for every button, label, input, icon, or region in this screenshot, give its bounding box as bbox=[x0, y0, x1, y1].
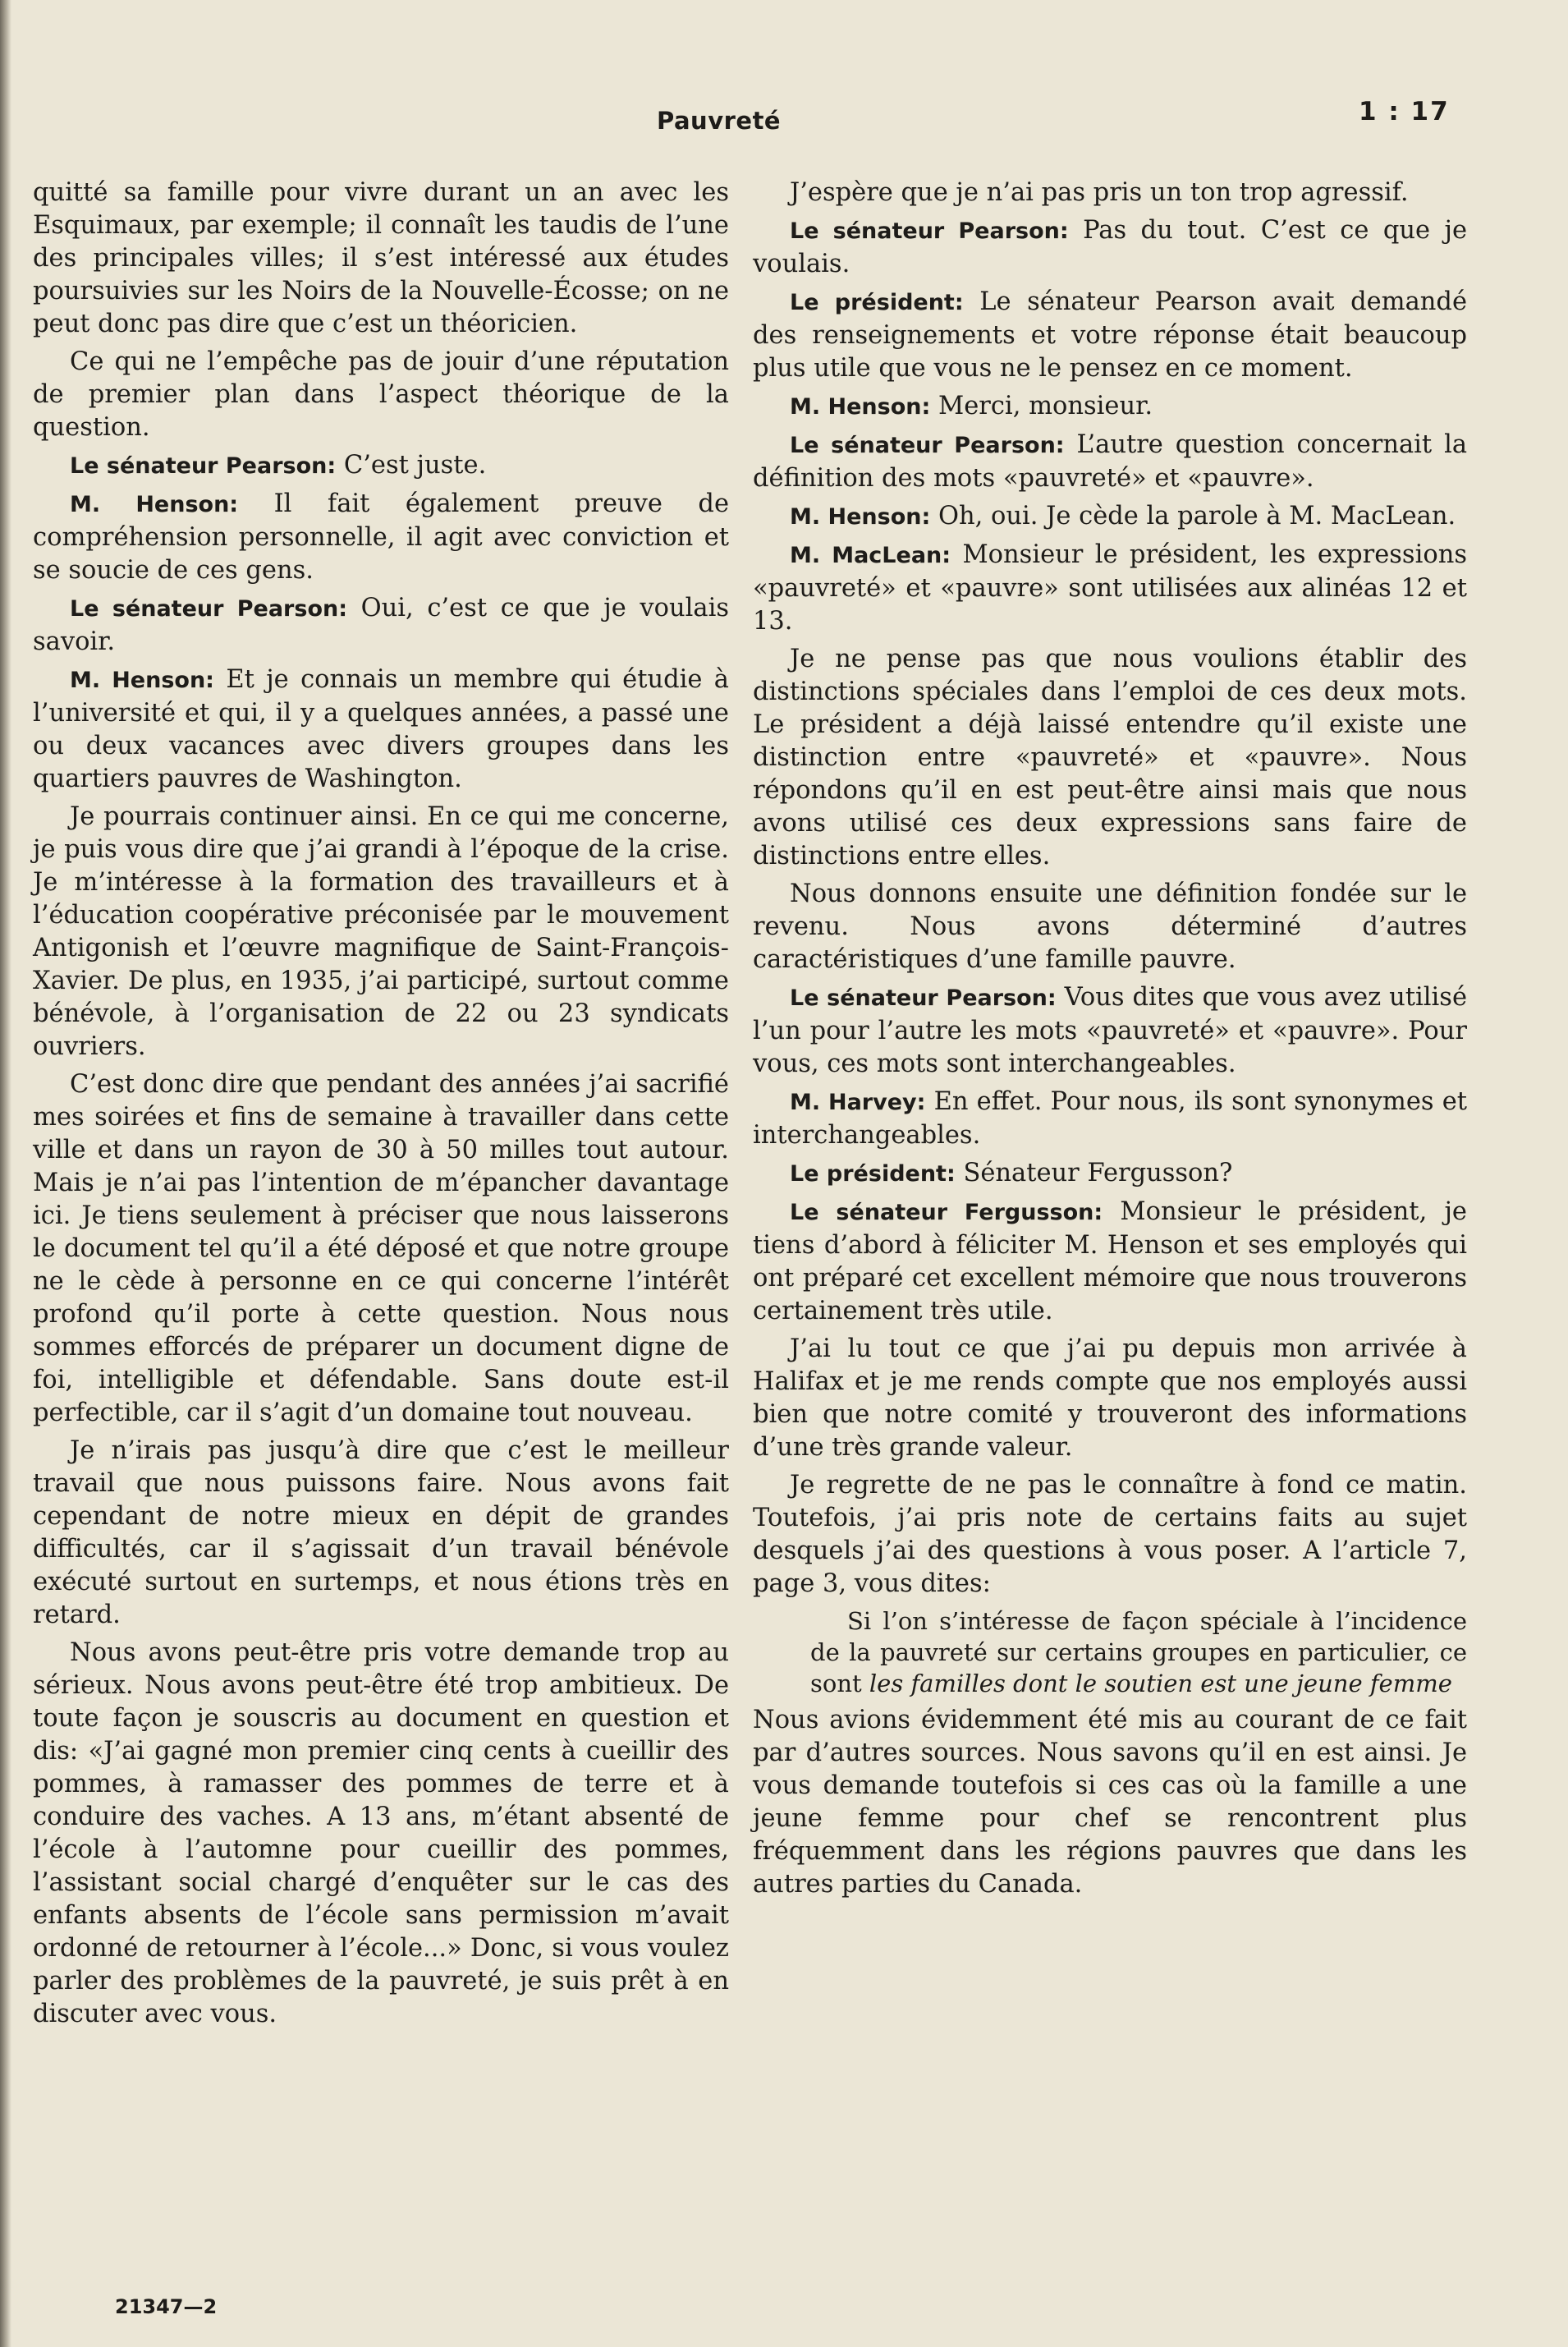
speech-paragraph bbox=[753, 214, 1467, 281]
paragraph: Ce qui ne l’empêche pas de jouir d’une réputation de premier plan dans l’aspect théorique de la question. bbox=[33, 347, 729, 442]
paragraph: J’espère que je n’ai pas pris un ton trop agressif. bbox=[790, 178, 1409, 207]
paragraph: Je n’irais pas jusqu’à dire que c’est le meilleur travail que nous puissons faire. Nous avons fait cependant de notre mieux en dépit de grandes difficultés, car il s’agissait d’un travail bénévole exécuté surtout en surtemps, et nous étions très en retard. bbox=[33, 1436, 729, 1629]
speech-paragraph bbox=[753, 286, 1467, 385]
right-column bbox=[753, 177, 1467, 1906]
speech-text: Oh, oui. Je cède la parole à M. MacLean. bbox=[930, 502, 1456, 530]
paragraph: Je regrette de ne pas le connaître à fond ce matin. Toutefois, j’ai pris note de certains faits au sujet desquels j’ai des questions à vous poser. A l’article 7, page 3, vous dites: bbox=[753, 1471, 1467, 1598]
speech-text: L’autre question concernait la définition des mots «pauvreté» et «pauvre». bbox=[753, 430, 1468, 493]
speaker-name: M. Henson: bbox=[70, 492, 239, 517]
speaker-name: M. Henson: bbox=[790, 394, 931, 420]
speech-text: Il fait également preuve de compréhension personnelle, il agit avec conviction et se soucie de ces gens. bbox=[33, 489, 729, 585]
speech-text: Pas du tout. C’est ce que je voulais. bbox=[753, 216, 1467, 278]
speech-paragraph bbox=[753, 500, 1467, 534]
speaker-name: Le sénateur Pearson: bbox=[790, 218, 1069, 244]
speaker-name: M. Henson: bbox=[790, 504, 931, 530]
speech-text: Vous dites que vous avez utilisé l’un pour l’autre les mots «pauvreté» et «pauvre». Pour vous, ces mots sont interchangeables. bbox=[753, 983, 1467, 1078]
speaker-name: Le sénateur Pearson: bbox=[70, 596, 348, 622]
page-number: 1 : 17 bbox=[1359, 97, 1450, 126]
speaker-name: Le président: bbox=[790, 290, 964, 315]
paragraph: quitté sa famille pour vivre durant un an avec les Esquimaux, par exemple; il connaît les taudis de l’une des principales villes; il s’est intéressé aux études poursuivies sur les Noirs de la Nouvelle-Écosse; on ne peut donc pas dire que c’est un théoricien. bbox=[33, 178, 729, 338]
speech-paragraph bbox=[33, 664, 729, 796]
speech-paragraph bbox=[753, 539, 1467, 638]
speech-text: Et je connais un membre qui étudie à l’université et qui, il y a quelques années, a passé une ou deux vacances avec divers groupes dans les quartiers pauvres de Washington. bbox=[33, 665, 729, 793]
speaker-name: Le sénateur Fergusson: bbox=[790, 1200, 1103, 1225]
speech-text: Merci, monsieur. bbox=[930, 392, 1153, 420]
paragraph: Je pourrais continuer ainsi. En ce qui me concerne, je puis vous dire que j’ai grandi à l’époque de la crise. Je m’intéresse à la formation des travailleurs et à l’éducation coopérative préconisée par le mouvement Antigonish et l’œuvre magnifique de Saint-François-Xavier. De plus, en 1935, j’ai participé, surtout comme bénévole, à l’organisation de 22 ou 23 syndicats ouvriers. bbox=[33, 802, 729, 1061]
block-quote bbox=[810, 1605, 1467, 1699]
paragraph: Nous avions évidemment été mis au courant de ce fait par d’autres sources. Nous savons qu’il en est ainsi. Je vous demande toutefois si ces cas où la famille a une jeune femme pour chef se rencontrent plus fréquemment dans les régions pauvres que dans les autres parties du Canada. bbox=[753, 1706, 1467, 1899]
speech-text: Le sénateur Pearson avait demandé des renseignements et votre réponse était beaucoup plus utile que vous ne le pensez en ce moment. bbox=[753, 287, 1467, 383]
speaker-name: Le président: bbox=[790, 1161, 956, 1187]
footer-signature-code: 21347—2 bbox=[115, 2295, 218, 2318]
speech-paragraph bbox=[753, 1157, 1467, 1191]
speaker-name: Le sénateur Pearson: bbox=[70, 453, 337, 479]
speech-paragraph bbox=[753, 390, 1467, 424]
paragraph: C’est donc dire que pendant des années j’ai sacrifié mes soirées et fins de semaine à travailler dans cette ville et dans un rayon de 30 à 50 milles tout autour. Mais je n’ai pas l’intention de m’épancher davantage ici. Je tiens seulement à préciser que nous laisserons le document tel qu’il a été déposé et que notre groupe ne le cède à personne en ce qui concerne l’intérêt profond qu’il porte à cette question. Nous nous sommes efforcés de préparer un document digne de foi, intelligible et défendable. Sans doute est-il perfectible, car il s’agit d’un domaine tout nouveau. bbox=[33, 1070, 729, 1427]
left-column bbox=[33, 177, 729, 2036]
speech-paragraph bbox=[33, 592, 729, 659]
speaker-name: Le sénateur Pearson: bbox=[790, 433, 1065, 458]
speech-paragraph bbox=[33, 488, 729, 587]
speech-text: Sénateur Fergusson? bbox=[955, 1159, 1233, 1187]
speech-paragraph bbox=[753, 1086, 1467, 1152]
speaker-name: Le sénateur Pearson: bbox=[790, 985, 1057, 1011]
speech-text: En effet. Pour nous, ils sont synonymes et interchangeables. bbox=[753, 1087, 1467, 1150]
speech-paragraph bbox=[753, 981, 1467, 1081]
speech-paragraph bbox=[753, 429, 1467, 495]
quote-text: Si l’on s’intéresse de façon spéciale à l’incidence de la pauvreté sur certains groupes en particulier, ce sont bbox=[810, 1607, 1467, 1697]
speaker-name: M. Harvey: bbox=[790, 1090, 926, 1115]
page-binding-edge bbox=[0, 0, 11, 2347]
speech-paragraph bbox=[753, 1196, 1467, 1328]
running-header-title: Pauvreté bbox=[657, 107, 782, 135]
speaker-name: M. Henson: bbox=[70, 668, 214, 693]
speech-text: Monsieur le président, je tiens d’abord à féliciter M. Henson et ses employés qui ont préparé cet excellent mémoire que nous trouverons certainement très utile. bbox=[753, 1197, 1467, 1325]
quote-italic-text: les familles dont le soutien est une jeune femme bbox=[869, 1670, 1452, 1697]
paragraph: Je ne pense pas que nous voulions établir des distinctions spéciales dans l’emploi de ces deux mots. Le président a déjà laissé entendre qu’il existe une distinction entre «pauvreté» et «pauvre». Nous répondons qu’il en est peut-être ainsi mais que nous avons utilisé ces deux expressions sans faire de distinctions entre elles. bbox=[753, 645, 1467, 870]
speech-text: Monsieur le président, les expressions «pauvreté» et «pauvre» sont utilisées aux alinéas 12 et 13. bbox=[753, 540, 1467, 636]
speech-paragraph bbox=[33, 449, 729, 483]
speech-text: C’est juste. bbox=[336, 451, 487, 480]
speaker-name: M. MacLean: bbox=[790, 543, 951, 568]
speech-text: Oui, c’est ce que je voulais savoir. bbox=[33, 594, 729, 656]
paragraph: Nous donnons ensuite une définition fondée sur le revenu. Nous avons déterminé d’autres caractéristiques d’une famille pauvre. bbox=[753, 880, 1467, 974]
paragraph: J’ai lu tout ce que j’ai pu depuis mon arrivée à Halifax et je me rends compte que nos employés aussi bien que notre comité y trouveront des informations d’une très grande valeur. bbox=[753, 1334, 1467, 1462]
paragraph: Nous avons peut-être pris votre demande trop au sérieux. Nous avons peut-être été trop ambitieux. De toute façon je souscris au document en question et dis: «J’ai gagné mon premier cinq cents à cueillir des pommes, à ramasser des pommes de terre et à conduire des vaches. A 13 ans, m’étant absenté de l’école à l’automne pour cueillir des pommes, l’assistant social chargé d’enquêter sur le cas des enfants absents de l’école sans permission m’avait ordonné de retourner à l’école...» Donc, si vous voulez parler des problèmes de la pauvreté, je suis prêt à en discuter avec vous. bbox=[33, 1638, 729, 2028]
